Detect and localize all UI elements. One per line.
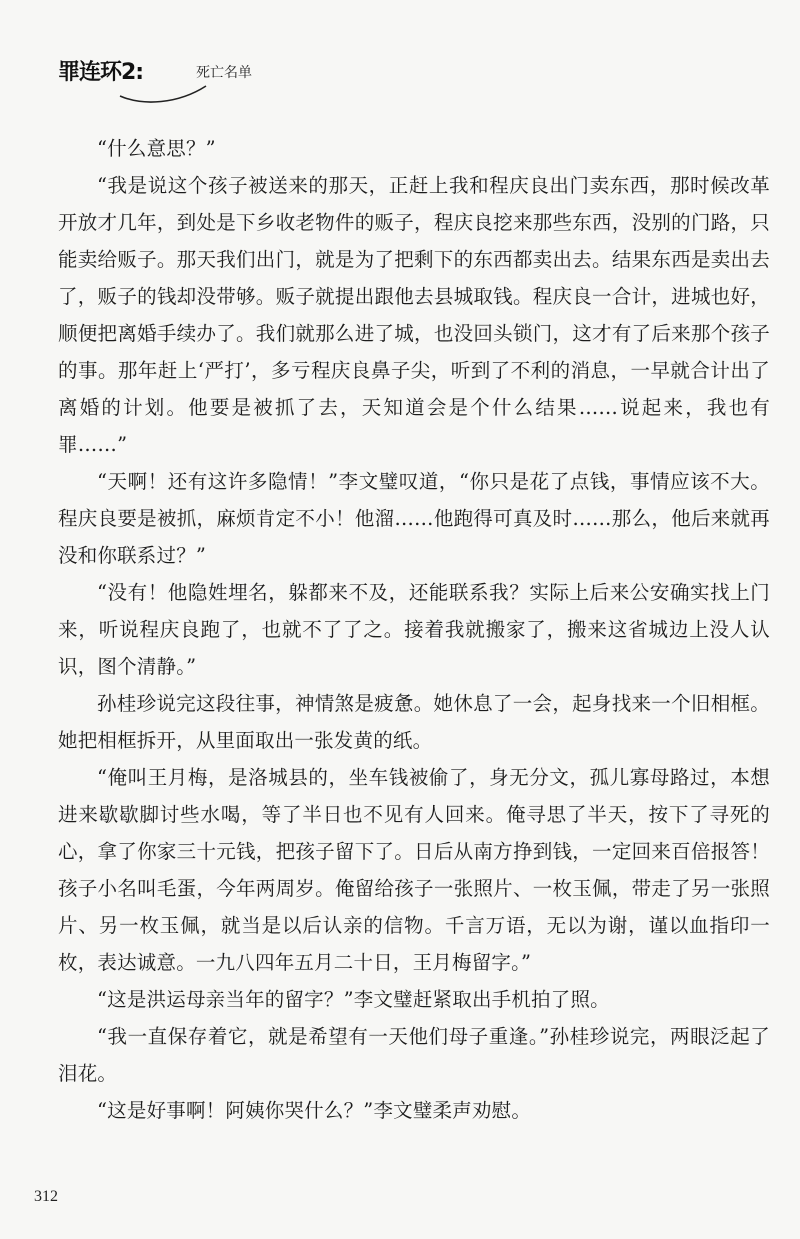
page-number: 312 [34,1188,58,1205]
paragraph: “什么意思？” [97,137,216,160]
body-text [58,130,770,1129]
header-swoosh-ornament [118,82,208,104]
book-subtitle: 死亡名单 [196,65,252,81]
paragraph: “这是洪运母亲当年的留字？”李文璧赶紧取出手机拍了照。 [97,988,610,1011]
series-title: 罪连环2: [58,60,144,85]
paragraph: “这是好事啊！阿姨你哭什么？”李文璧柔声劝慰。 [97,1099,532,1122]
paragraph: “我是说这个孩子被送来的那天，正赶上我和程庆良出门卖东西，那时候改革开放才几年，到处是下乡收老物件的贩子，程庆良挖来那些东西，没别的门路，只能卖给贩子。那天我们出门，就是为了把剩下的东西都卖出去。结果东西是卖出去了，贩子的钱却没带够。贩子就提出跟他去县城取钱。程庆良一合计，进城也好，顺便把离婚手续办了。我们就那么进了城，也没回头锁门，这才有了后来那个孩子的事。那年赶上‘严打’，多亏程庆良鼻子尖，听到了不利的消息，一早就合计出了离婚的计划。他要是被抓了去，天知道会是个什么结果……说起来，我也有罪……” [58,174,770,456]
paragraph: 孙桂珍说完这段往事，神情煞是疲惫。她休息了一会，起身找来一个旧相框。她把相框拆开，从里面取出一张发黄的纸。 [58,692,770,752]
paragraph: “俺叫王月梅，是洛城县的，坐车钱被偷了，身无分文，孤儿寡母路过，本想进来歇歇脚讨些水喝，等了半日也不见有人回来。俺寻思了半天，按下了寻死的心，拿了你家三十元钱，把孩子留下了。日后从南方挣到钱，一定回来百倍报答！孩子小名叫毛蛋，今年两周岁。俺留给孩子一张照片、一枚玉佩，带走了另一张照片、另一枚玉佩，就当是以后认亲的信物。千言万语，无以为谢，谨以血指印一枚，表达诚意。一九八四年五月二十日，王月梅留字。” [58,766,770,974]
paragraph: “天啊！还有这许多隐情！”李文璧叹道，“你只是花了点钱，事情应该不大。程庆良要是被抓，麻烦肯定不小！他溜……他跑得可真及时……那么，他后来就再没和你联系过？” [58,470,770,567]
paragraph: “我一直保存着它，就是希望有一天他们母子重逢。”孙桂珍说完，两眼泛起了泪花。 [58,1025,770,1085]
paragraph: “没有！他隐姓埋名，躲都来不及，还能联系我？实际上后来公安确实找上门来，听说程庆良跑了，也就不了了之。接着我就搬家了，搬来这省城边上没人认识，图个清静。” [58,581,770,678]
